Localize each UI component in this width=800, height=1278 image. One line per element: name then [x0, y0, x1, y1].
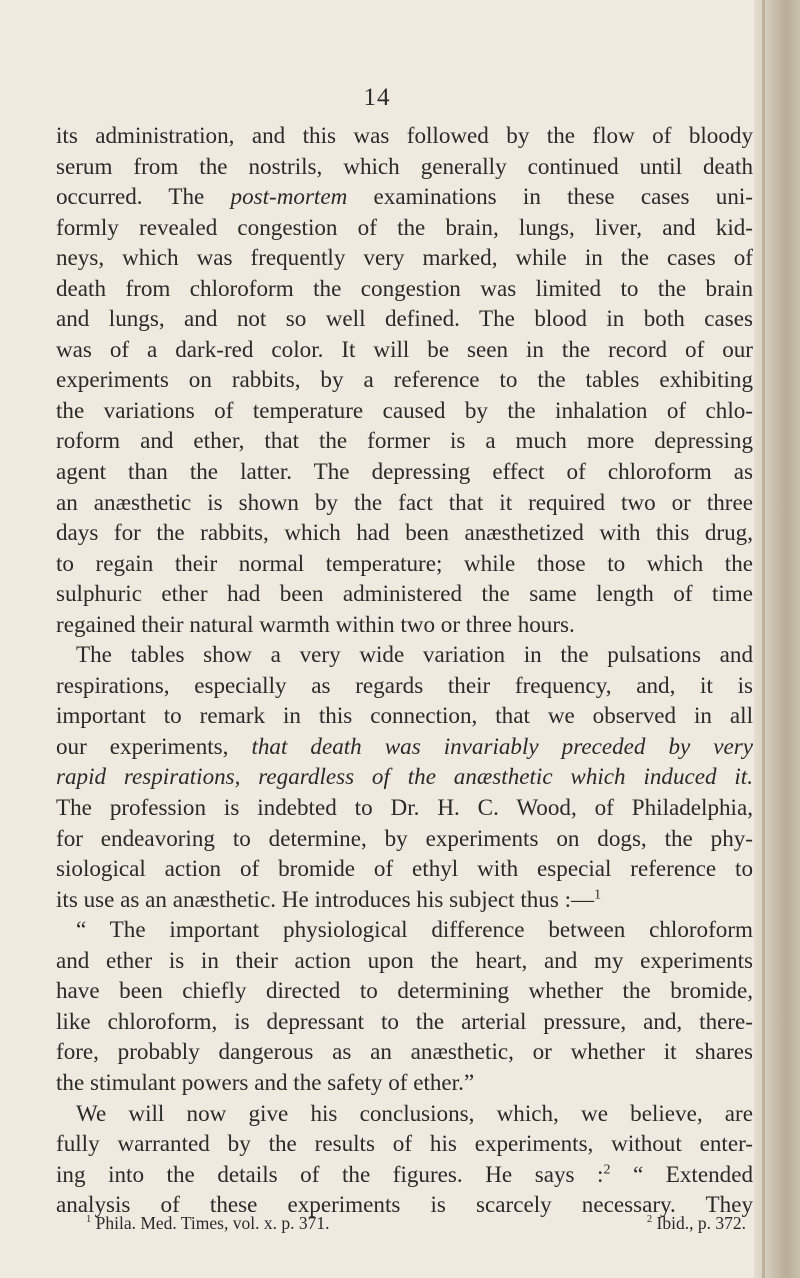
text-line — [56, 914, 753, 945]
text-run: analysis of these experiments is scarcely necessary. They — [56, 1191, 753, 1218]
text-line — [56, 1128, 753, 1159]
text-line — [56, 609, 753, 640]
footnote-text: Ibid., p. 372. — [652, 1213, 746, 1233]
text-line — [56, 212, 753, 243]
text-run: was of a dark-red color. It will be seen in the record of our — [56, 335, 753, 362]
text-run: sulphuric ether had been administered the same length of time — [56, 580, 753, 607]
text-run: neys, which was frequently very marked, while in the cases of — [56, 244, 753, 271]
text-line — [56, 242, 753, 273]
text-line — [56, 517, 753, 548]
text-run: to regain their normal temperature; while those to which the — [56, 549, 753, 576]
text-line — [56, 487, 753, 518]
text-run: experiments on rabbits, by a reference to the tables exhibiting — [56, 366, 753, 393]
text-line — [56, 1006, 753, 1037]
text-run: its administration, and this was followed by the flow of bloody — [56, 122, 753, 148]
body-text — [56, 120, 753, 1220]
text-line — [56, 823, 753, 854]
text-run: the stimulant powers and the safety of ether.” — [56, 1068, 475, 1095]
text-run: important to remark in this connection, that we observed in all — [56, 702, 753, 729]
text-line — [56, 945, 753, 976]
footnote — [86, 1213, 329, 1234]
text-line — [56, 578, 753, 609]
text-run: death from chloroform the congestion was limited to the brain — [56, 274, 753, 301]
text-line — [56, 700, 753, 731]
text-line — [56, 151, 753, 182]
text-line — [56, 1067, 753, 1098]
text-line — [56, 1036, 753, 1067]
text-run: for endeavoring to determine, by experiments on dogs, the phy- — [56, 824, 753, 851]
text-run: We will now give his conclusions, which, we believe, are — [76, 1099, 753, 1126]
text-line — [56, 364, 753, 395]
text-line — [56, 975, 753, 1006]
text-run: an anæsthetic is shown by the fact that it required two or three — [56, 488, 753, 515]
text-run: formly revealed congestion of the brain, lungs, liver, and kid- — [56, 213, 753, 240]
text-run: and ether is in their action upon the heart, and my experiments — [56, 946, 753, 973]
italic-text: that death was invariably preceded by very — [251, 732, 753, 759]
italic-text: post-mortem — [230, 183, 348, 210]
text-run: siological action of bromide of ethyl with especial reference to — [56, 855, 753, 882]
text-line — [56, 853, 753, 884]
text-run: respirations, especially as regards their frequency, and, it is — [56, 671, 753, 698]
text-line — [56, 120, 753, 151]
text-line — [56, 639, 753, 670]
text-line — [56, 670, 753, 701]
text-run: agent than the latter. The depressing effect of chloroform as — [56, 458, 753, 485]
footnote-marker: 1 — [86, 1214, 92, 1226]
text-run: days for the rabbits, which had been anæsthetized with this drug, — [56, 519, 753, 546]
footnotes — [86, 1213, 746, 1234]
text-run: the variations of temperature caused by the inhalation of chlo- — [56, 396, 753, 423]
text-run: fully warranted by the results of his experiments, without enter- — [56, 1130, 753, 1157]
text-line — [56, 334, 753, 365]
text-run: ing into the details of the figures. He says : — [56, 1160, 604, 1187]
text-run: “ The important physiological difference between chloroform — [76, 916, 753, 943]
text-line — [56, 181, 753, 212]
footnote-ref: 2 — [603, 1160, 611, 1176]
italic-text: rapid respirations, regardless of the anæsthetic which induced it. — [56, 763, 753, 790]
text-run: regained their natural warmth within two or three hours. — [56, 610, 575, 637]
text-line — [56, 303, 753, 334]
text-line — [56, 456, 753, 487]
text-run: “ Extended — [610, 1160, 753, 1187]
footnote-text: Phila. Med. Times, vol. x. p. 371. — [91, 1213, 330, 1233]
footnote-marker: 2 — [646, 1214, 653, 1226]
text-line — [56, 792, 753, 823]
text-run: roform and ether, that the former is a much more depressing — [56, 427, 753, 454]
footnote-ref: 1 — [594, 885, 602, 901]
text-line — [56, 548, 753, 579]
text-run: like chloroform, is depressant to the arterial pressure, and, there- — [56, 1007, 753, 1034]
text-line — [56, 1098, 753, 1129]
page-edge — [754, 0, 800, 1278]
text-line — [56, 425, 753, 456]
footnote — [647, 1213, 746, 1234]
text-line — [56, 761, 753, 792]
text-run: its use as an anæsthetic. He introduces his subject thus :— — [56, 885, 595, 912]
text-run: The tables show a very wide variation in the pulsations and — [76, 641, 753, 668]
text-run: our experiments, — [56, 732, 252, 759]
text-run: serum from the nostrils, which generally continued until death — [56, 152, 753, 179]
text-line — [56, 1159, 753, 1190]
text-line — [56, 884, 753, 915]
page-number: 14 — [363, 84, 391, 111]
text-run: have been chiefly directed to determining whether the bromide, — [56, 977, 753, 1004]
text-run: fore, probably dangerous as an anæsthetic, or whether it shares — [56, 1038, 753, 1065]
text-line — [56, 731, 753, 762]
text-line — [56, 395, 753, 426]
text-run: examinations in these cases uni- — [347, 183, 753, 210]
text-run: and lungs, and not so well defined. The blood in both cases — [56, 305, 753, 332]
text-run: The profession is indebted to Dr. H. C. Wood, of Philadelphia, — [56, 794, 753, 821]
text-line — [56, 273, 753, 304]
text-run: occurred. The — [56, 183, 231, 210]
